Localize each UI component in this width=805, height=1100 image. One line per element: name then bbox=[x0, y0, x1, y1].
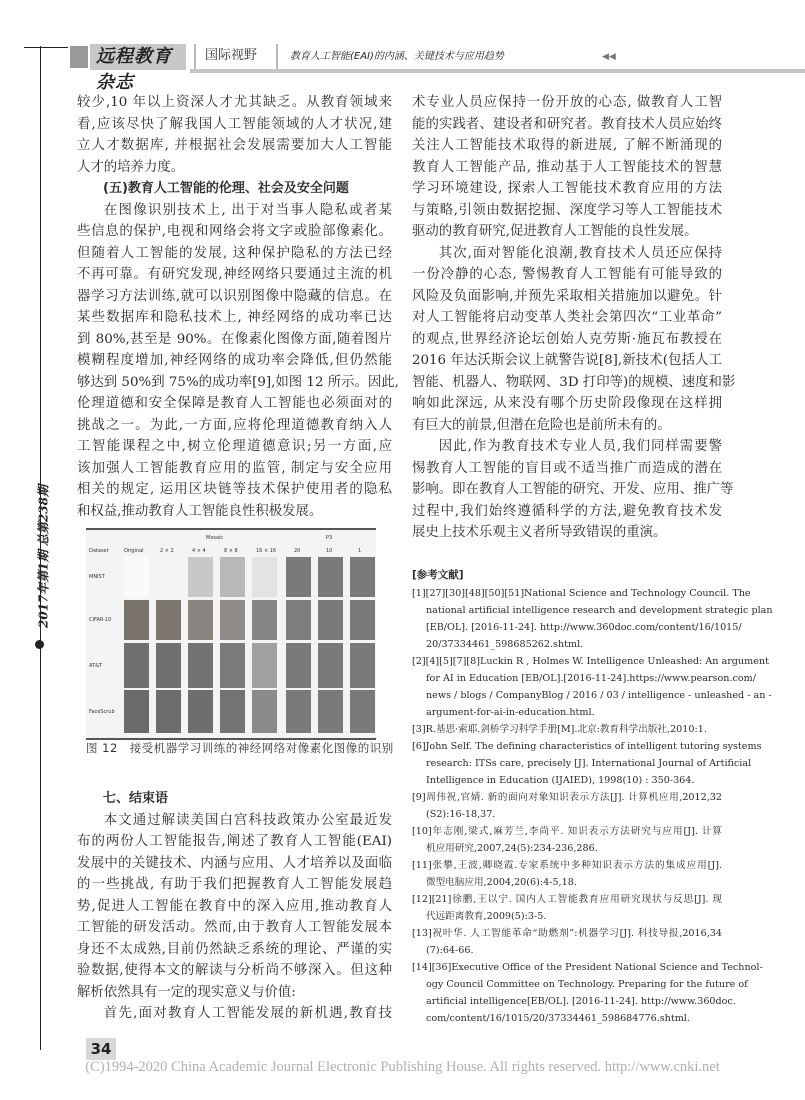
figure-caption: 图 12 接受机器学习训练的神经网络对像素化图像的识别 bbox=[86, 741, 394, 755]
journal-logo-icon bbox=[70, 46, 88, 68]
reference-line: [12][21]徐鹏,王以宁. 国内人工智能教育应用研究现状与反思[J]. 现 bbox=[412, 894, 722, 905]
figure-image-cell bbox=[350, 557, 375, 597]
copyright-footer: (C)1994-2020 China Academic Journal Electronic Publishing House. All rights reserved. http://www.cnki.net bbox=[85, 1059, 720, 1075]
text-line: 因此,作为教育技术专业人员,我们同样需要警 bbox=[438, 439, 722, 454]
figure-image-cell bbox=[124, 557, 149, 597]
figure-image-cell bbox=[252, 600, 277, 640]
reference-line: argument-for-ai-in-education.html. bbox=[426, 707, 595, 718]
figure-image-cell bbox=[220, 690, 245, 733]
reference-line: [14][36]Executive Office of the President National Science and Technol- bbox=[412, 962, 763, 973]
figure-image-cell bbox=[286, 557, 311, 597]
figure-image-cell bbox=[156, 643, 181, 688]
figure-header-dataset: Dataset bbox=[89, 548, 109, 554]
reference-line: artificial intelligence[EB/OL]. [2016-11-24]. http://www.360doc. bbox=[426, 996, 736, 1007]
figure-image-cell bbox=[318, 690, 343, 733]
figure-header-mosaic-size: 4 × 4 bbox=[192, 548, 206, 554]
section-heading: 七、结束语 bbox=[103, 791, 169, 806]
figure-image-cell bbox=[124, 690, 149, 733]
reference-line: 微型电脑应用,2004,20(6):4-5,18. bbox=[426, 877, 577, 888]
text-line: 解析依然具有一定的现实意义与价值: bbox=[77, 984, 296, 1000]
text-line: 较少,10 年以上资深人才尤其缺乏。从教育领域来 bbox=[77, 95, 392, 110]
figure-image-cell bbox=[252, 643, 277, 688]
reference-line: [2][4][5][7][8]Luckin R , Holmes W. Intelligence Unleashed: An argument bbox=[412, 656, 769, 667]
figure-image-cell bbox=[286, 690, 311, 733]
text-line: 本文通过解读美国白宫科技政策办公室最近发 bbox=[103, 812, 392, 828]
figure-header-mosaic: Mosaic bbox=[206, 535, 224, 541]
left-column-top bbox=[77, 92, 399, 522]
figure-header-p3-level: 10 bbox=[326, 548, 333, 554]
text-line: 教育人工智能产品, 推动基于人工智能技术的智慧 bbox=[412, 159, 722, 175]
text-line: 影响。即在教育人工智能的研究、开发、应用、推广等 bbox=[412, 482, 734, 497]
reference-item bbox=[412, 789, 722, 823]
text-line: 首先,面对教育人工智能发展的新机遇,教育技 bbox=[103, 1006, 392, 1021]
figure-image-cell bbox=[188, 600, 213, 640]
text-line: 到 80%,甚至是 90%。在像素化图像方面,随着图片 bbox=[77, 331, 392, 347]
text-line: 惕教育人工智能的盲目或不适当推广而造成的潜在 bbox=[412, 460, 722, 476]
figure-image-cell bbox=[252, 690, 277, 733]
reference-line: ogy Council Committee on Technology. Preparing for the future of bbox=[426, 979, 748, 990]
reference-line: 20/37334461_598685262.shtml. bbox=[426, 639, 584, 650]
figure-row-label: MNIST bbox=[89, 574, 105, 580]
figure-image-cell bbox=[318, 643, 343, 688]
figure-image-cell bbox=[156, 690, 181, 733]
text-line: 工智能的研发活动。然而,由于教育人工智能发展本 bbox=[77, 920, 392, 935]
text-line: 器学习方法训练,就可以识别图像中隐藏的信息。在 bbox=[77, 288, 392, 304]
figure-image-cell bbox=[286, 643, 311, 688]
figure-header-p3-level: 20 bbox=[294, 548, 301, 554]
reference-item bbox=[412, 738, 762, 789]
article-title: 教育人工智能(EAI)的内涵、关键技术与应用趋势 bbox=[276, 44, 504, 70]
text-line: 能的实践者、建设者和研究者。教育技术人员应始终 bbox=[412, 116, 722, 132]
reference-line: national artificial intelligence research and development strategic plan bbox=[426, 605, 773, 616]
text-line: 某些数据库和隐私技术上, 神经网络的成功率已达 bbox=[77, 310, 392, 325]
text-line: 智能、机器人、物联网、3D 打印等)的规模、速度和影 bbox=[412, 374, 736, 390]
reference-line: [13]祝叶华. 人工智能革命“助燃剂”:机器学习[J]. 科技导报,2016,34 bbox=[412, 928, 722, 939]
reference-item bbox=[412, 891, 722, 925]
text-line: 和权益,推动教育人工智能良性积极发展。 bbox=[77, 503, 323, 519]
text-line: 过程中,我们始终遵循科学的方法,避免教育技术发 bbox=[412, 503, 722, 519]
figure-image-cell bbox=[252, 557, 277, 597]
reference-line: 代远距离教育,2009(5):3-5. bbox=[426, 911, 547, 922]
reference-line: [EB/OL]. [2016-11-24]. http://www.360doc.com/content/16/1015/ bbox=[426, 622, 742, 633]
section-name: 国际视野 bbox=[194, 44, 266, 70]
references-title: [参考文献] bbox=[412, 569, 464, 581]
reference-item bbox=[412, 823, 722, 857]
text-line: 的一些挑战, 有助于我们把握教育人工智能发展趋 bbox=[77, 877, 392, 892]
text-line: 看,应该尽快了解我国人工智能领域的人才状况,建 bbox=[77, 116, 392, 132]
reference-line: Intelligence in Education (IJAIED), 1998(10) : 350-364. bbox=[426, 775, 695, 786]
reference-line: research: ITSs care, precisely [J]. International Journal of Artificial bbox=[426, 758, 752, 769]
figure-image-cell bbox=[156, 600, 181, 640]
reference-line: [9]周伟祝,官婧. 新的面向对象知识表示方法[J]. 计算机应用,2012,32 bbox=[412, 792, 722, 803]
reference-item bbox=[412, 653, 772, 721]
figure-header-p3-level: 1 bbox=[358, 548, 362, 554]
text-line: 不再可靠。有研究发现,神经网络只要通过主流的机 bbox=[77, 267, 392, 282]
reference-item bbox=[412, 857, 722, 891]
figure-image-cell bbox=[188, 557, 213, 597]
figure-image-cell bbox=[286, 600, 311, 640]
text-line: 的观点,世界经济论坛创始人克劳斯·施瓦布教授在 bbox=[412, 331, 722, 347]
reference-line: [3]R.基思·索耶.剑桥学习科学手册[M].北京:教育科学出版社,2010:1. bbox=[412, 724, 707, 735]
figure-image-cell bbox=[188, 643, 213, 688]
reference-line: com/content/16/1015/20/37334461_598684776.shtml. bbox=[426, 1013, 690, 1024]
journal-name: 远程教育杂志 bbox=[90, 44, 186, 70]
figure-header-mosaic-size: 2 × 2 bbox=[160, 548, 174, 554]
reference-line: news / blogs / CompanyBlog / 2016 / 03 / intelligence - unleashed - an - bbox=[426, 690, 772, 701]
text-line: 发展中的关键技术、内涵与应用、人才培养以及面临 bbox=[77, 855, 392, 871]
text-line: 一份冷静的心态, 警惕教育人工智能有可能导致的 bbox=[412, 267, 722, 282]
figure-image-cell bbox=[318, 600, 343, 640]
arrows-icon: ◀◀ bbox=[602, 52, 616, 62]
figure-row-label: FaceScrub bbox=[89, 708, 115, 715]
text-line: 人才的培养力度。 bbox=[77, 159, 185, 175]
figure-header-p3: P3 bbox=[326, 535, 333, 541]
figure-image-cell bbox=[220, 557, 245, 597]
text-line: 与策略,引领由数据挖掘、深度学习等人工智能技术 bbox=[412, 202, 722, 218]
text-line: 风险及负面影响,并预先采取相关措施加以避免。针 bbox=[412, 288, 722, 304]
text-line: 验数据,使得本文的解读与分析尚不够深入。但这种 bbox=[77, 963, 392, 978]
text-line: 学习环境建设, 探索人工智能技术教育应用的方法 bbox=[412, 181, 722, 196]
text-line: 关注人工智能技术取得的新进展, 了解不断涌现的 bbox=[412, 138, 722, 153]
running-header bbox=[24, 44, 805, 93]
text-line: 够达到 50%到 75%的成功率[9],如图 12 所示。因此, bbox=[77, 374, 399, 390]
text-line: 工智能课程之中,树立伦理道德意识;另一方面,应 bbox=[77, 439, 392, 454]
text-line: 对人工智能将启动变革人类社会第四次“工业革命” bbox=[412, 310, 722, 325]
header-rule bbox=[24, 47, 68, 48]
text-line: 伦理道德和安全保障是教育人工智能也必须面对的 bbox=[77, 396, 392, 411]
figure-image-cell bbox=[350, 690, 375, 733]
figure-image-cell bbox=[350, 643, 375, 688]
figure-header-original: Original bbox=[124, 548, 144, 554]
text-line: 身还不太成熟,目前仍然缺乏系统的理论、严谨的实 bbox=[77, 941, 392, 957]
reference-line: (7):64-66. bbox=[426, 945, 474, 956]
issue-info: 2017年第1期 总第238期 bbox=[36, 485, 51, 628]
text-line: 其次,面对智能化浪潮,教育技术人员还应保持 bbox=[438, 245, 722, 261]
text-line: 驱动的教育研究,促进教育人工智能的良性发展。 bbox=[412, 224, 698, 239]
text-line: 响如此深远, 从来没有哪个历史阶段像现在这样拥 bbox=[412, 396, 722, 411]
reference-line: 机应用研究,2007,24(5):234-236,286. bbox=[426, 843, 598, 854]
figure-image-cell bbox=[124, 600, 149, 640]
text-line: 模糊程度增加,神经网络的成功率会降低,但仍然能 bbox=[77, 353, 392, 368]
figure-image-cell bbox=[156, 557, 181, 597]
figure-header-mosaic-size: 16 × 16 bbox=[256, 548, 277, 554]
figure-image-cell bbox=[124, 643, 149, 688]
references bbox=[412, 565, 773, 1027]
text-line: 挑战之一。为此,一方面,应将伦理道德教育纳入人 bbox=[77, 417, 392, 433]
figure-row-label: AT&T bbox=[89, 662, 103, 669]
page-number: 34 bbox=[86, 1038, 116, 1060]
figure-header-mosaic-size: 8 × 8 bbox=[224, 548, 238, 554]
reference-line: for AI in Education [EB/OL].[2016-11-24].https://www.pearson.com/ bbox=[426, 673, 757, 684]
text-line: 些信息的保护,电视和网络会将文字或脸部像素化。 bbox=[77, 224, 392, 239]
figure-image-cell bbox=[350, 600, 375, 640]
text-line: 势,促进人工智能在教育中的深入应用,推动教育人 bbox=[77, 898, 392, 914]
reference-item bbox=[412, 721, 722, 738]
header-bar bbox=[190, 69, 805, 73]
text-line: 但随着人工智能的发展, 这种保护隐私的方法已经 bbox=[77, 245, 392, 261]
reference-line: [6]John Self. The defining characteristics of intelligent tutoring systems bbox=[412, 741, 762, 752]
text-line: 布的两份人工智能报告,阐述了教育人工智能(EAI) bbox=[77, 834, 392, 849]
text-line: 2016 年达沃斯会议上就警告说[8],新技术(包括人工 bbox=[412, 353, 722, 368]
text-line: 展史上技术乐观主义者所导致错误的重演。 bbox=[412, 525, 667, 540]
text-line: 该加强人工智能教育应用的监管, 制定与安全应用 bbox=[77, 460, 392, 476]
reference-line: [11]张攀,王波,卿晓霞.专家系统中多种知识表示方法的集成应用[J]. bbox=[412, 860, 722, 871]
right-column bbox=[412, 92, 736, 544]
text-line: 在图像识别技术上, 出于对当事人隐私或者某 bbox=[103, 202, 392, 218]
section-heading: (五)教育人工智能的伦理、社会及安全问题 bbox=[103, 181, 349, 196]
figure-image-cell bbox=[318, 557, 343, 597]
text-line: 相关的规定, 运用区块链等技术保护使用者的隐私 bbox=[77, 482, 392, 497]
text-line: 有巨大的前景,但潜在危险也是前所未有的。 bbox=[412, 417, 671, 433]
reference-line: [1][27][30][48][50][51]National Science and Technology Council. The bbox=[412, 588, 751, 599]
text-line: 术专业人员应保持一份开放的心态, 做教育人工智 bbox=[412, 95, 722, 110]
reference-item bbox=[412, 925, 722, 959]
figure-image-cell bbox=[188, 690, 213, 733]
reference-item bbox=[412, 959, 763, 1027]
figure-image-cell bbox=[220, 600, 245, 640]
reference-line: (S2):16-18,37. bbox=[426, 809, 496, 820]
figure-image-cell bbox=[220, 643, 245, 688]
text-line: 立人才数据库, 并根据社会发展需要加大人工智能 bbox=[77, 138, 392, 153]
figure-12 bbox=[86, 528, 376, 740]
figure-row-label: CIFAR-10 bbox=[89, 617, 112, 623]
reference-item bbox=[412, 585, 773, 653]
left-column-bottom bbox=[77, 788, 392, 1025]
reference-line: [10]年志刚,梁式,麻芳兰,李尚平. 知识表示方法研究与应用[J]. 计算 bbox=[412, 826, 722, 837]
